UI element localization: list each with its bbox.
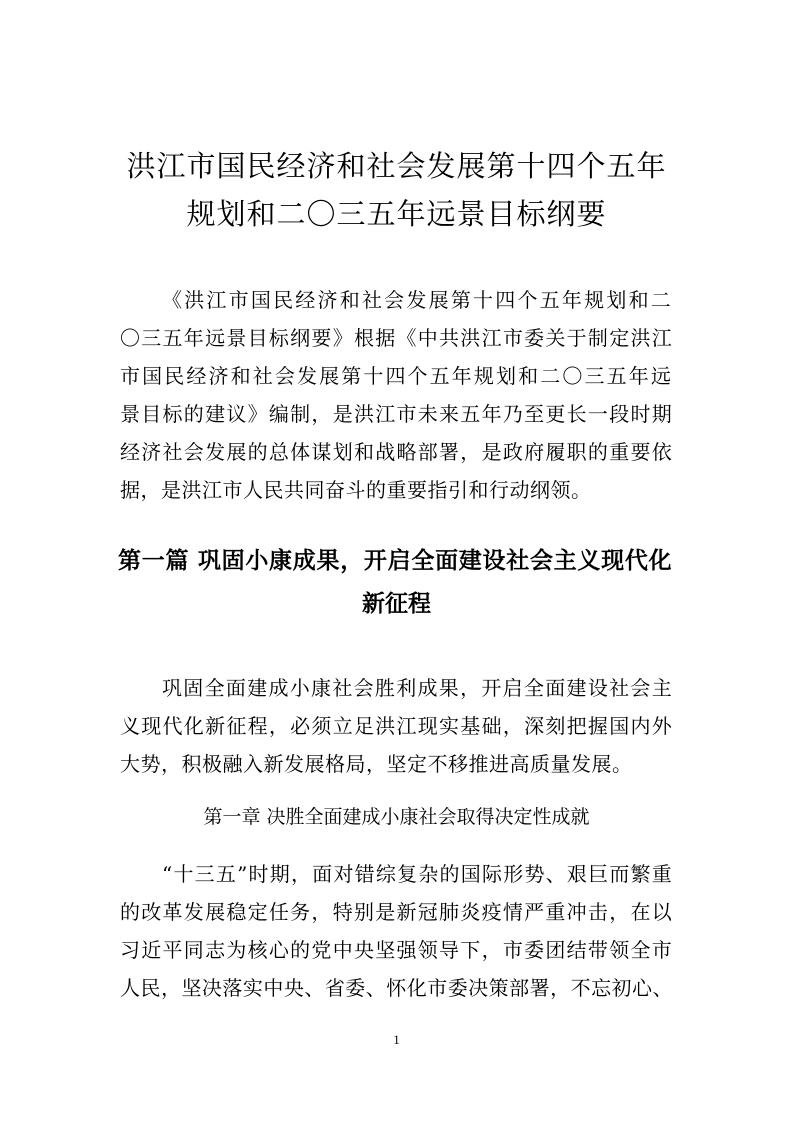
document-title-line-2: 规划和二〇三五年远景目标纲要 <box>186 197 607 231</box>
intro-paragraph-line: 经济社会发展的总体谋划和战略部署，是政府履职的重要依 <box>120 440 673 464</box>
intro-paragraph-line: 〇三五年远景目标纲要》根据《中共洪江市委关于制定洪江 <box>120 326 673 350</box>
page-number: 1 <box>393 1032 400 1047</box>
document-title-line-1: 洪江市国民经济和社会发展第十四个五年 <box>126 149 667 183</box>
part-title-line-2: 新征程 <box>362 591 431 617</box>
chapter-paragraph-line: 人民，坚决落实中央、省委、怀化市委决策部署，不忘初心、 <box>120 976 673 1000</box>
intro-paragraph-line: 景目标的建议》编制，是洪江市未来五年乃至更长一段时期 <box>120 402 673 426</box>
part-paragraph-line: 大势，积极融入新发展格局，坚定不移推进高质量发展。 <box>120 752 633 776</box>
part-paragraph-line: 义现代化新征程，必须立足洪江现实基础，深刻把握国内外 <box>120 714 673 738</box>
intro-paragraph-line: 《洪江市国民经济和社会发展第十四个五年规划和二 <box>162 288 673 312</box>
intro-paragraph-line: 据，是洪江市人民共同奋斗的重要指引和行动纲领。 <box>120 478 592 502</box>
part-title-line-1: 第一篇 巩固小康成果，开启全面建设社会主义现代化 <box>118 548 673 574</box>
chapter-paragraph-line: “十三五”时期，面对错综复杂的国际形势、艰巨而繁重 <box>162 862 673 886</box>
intro-paragraph-line: 市国民经济和社会发展第十四个五年规划和二〇三五年远 <box>120 364 673 388</box>
chapter-paragraph-line: 习近平同志为核心的党中央坚强领导下，市委团结带领全市 <box>120 938 673 962</box>
part-paragraph-line: 巩固全面建成小康社会胜利成果，开启全面建设社会主 <box>162 676 673 700</box>
chapter-paragraph-line: 的改革发展稳定任务，特别是新冠肺炎疫情严重冲击，在以 <box>120 900 673 924</box>
chapter-title: 第一章 决胜全面建成小康社会取得决定性成就 <box>203 806 590 828</box>
